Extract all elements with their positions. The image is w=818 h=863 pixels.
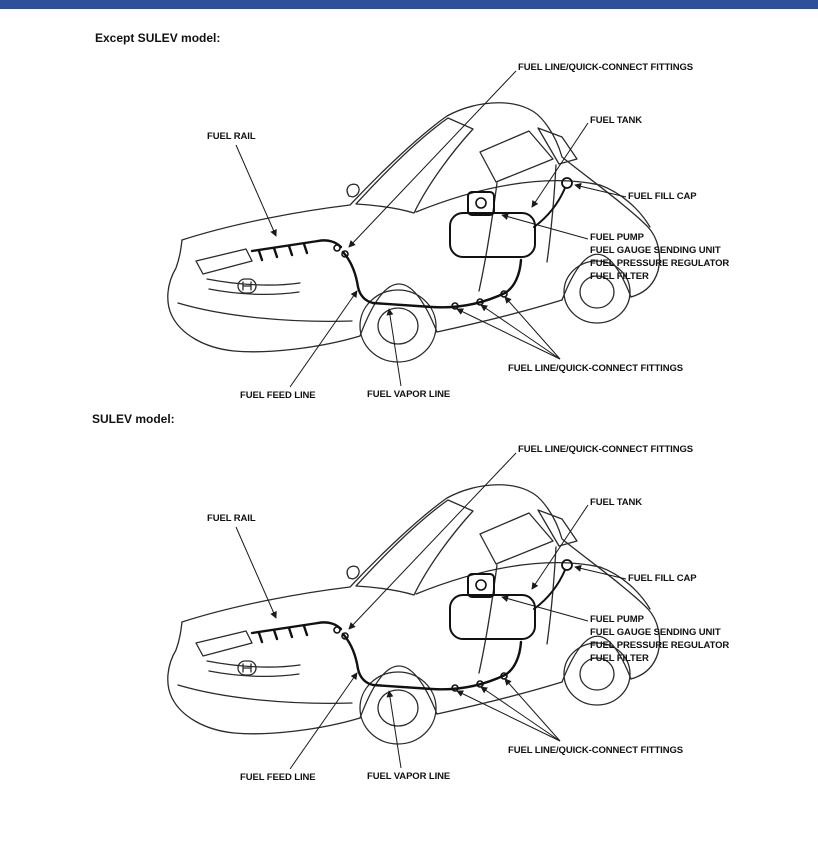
label-fuel-feed-line: FUEL FEED LINE [240,772,316,783]
window-top-bar [0,0,818,9]
label-fuel-pump: FUEL PUMP [590,232,644,243]
label-fuel-pressure-regulator: FUEL PRESSURE REGULATOR [590,258,730,269]
label-fuel-gauge-sending-unit: FUEL GAUGE SENDING UNIT [590,627,721,638]
label-fuel-tank: FUEL TANK [590,497,643,508]
label-fuel-vapor-line: FUEL VAPOR LINE [367,389,451,400]
label-fuel-fill-cap: FUEL FILL CAP [628,191,697,202]
label-fuel-gauge-sending-unit: FUEL GAUGE SENDING UNIT [590,245,721,256]
label-fuel-line-quick-connect-top: FUEL LINE/QUICK-CONNECT FITTINGS [518,62,694,73]
label-fuel-rail: FUEL RAIL [207,513,256,524]
label-fuel-filter: FUEL FILTER [590,271,649,282]
label-fuel-rail: FUEL RAIL [207,131,256,142]
label-fuel-fill-cap: FUEL FILL CAP [628,573,697,584]
label-fuel-pump-group [590,613,729,665]
diagram-except-sulev [0,55,818,440]
label-fuel-pump-group [590,231,729,283]
label-fuel-line-quick-connect-bottom: FUEL LINE/QUICK-CONNECT FITTINGS [508,745,684,756]
label-fuel-line-quick-connect-top: FUEL LINE/QUICK-CONNECT FITTINGS [518,444,694,455]
section-heading-except-sulev: Except SULEV model: [95,31,221,45]
label-fuel-line-quick-connect-bottom: FUEL LINE/QUICK-CONNECT FITTINGS [508,363,684,374]
label-fuel-vapor-line: FUEL VAPOR LINE [367,771,451,782]
label-fuel-filter: FUEL FILTER [590,653,649,664]
diagram-sulev [0,437,818,822]
label-fuel-pressure-regulator: FUEL PRESSURE REGULATOR [590,640,730,651]
section-heading-sulev: SULEV model: [92,412,175,426]
label-fuel-pump: FUEL PUMP [590,614,644,625]
label-fuel-tank: FUEL TANK [590,115,643,126]
label-fuel-feed-line: FUEL FEED LINE [240,390,316,401]
